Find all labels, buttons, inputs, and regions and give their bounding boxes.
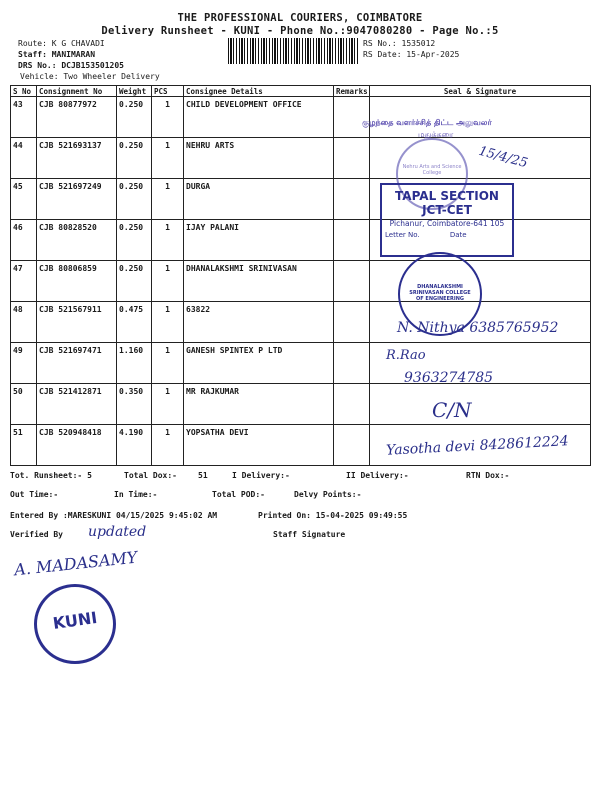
row-remarks <box>334 261 370 302</box>
row-sno: 48 <box>11 302 37 343</box>
row-remarks <box>334 220 370 261</box>
runsheet-subtitle: Delivery Runsheet - KUNI - Phone No.:9047080280 - Page No.:5 <box>101 25 499 37</box>
row-pcs: 1 <box>152 261 184 302</box>
tapal-section-stamp <box>380 183 514 257</box>
delvy-points: Delvy Points:- <box>294 490 362 499</box>
verified-note: updated <box>88 524 147 540</box>
row-consignee: IJAY PALANI <box>184 220 334 261</box>
row-signature <box>370 384 591 425</box>
row-weight: 0.250 <box>117 179 152 220</box>
row-consignee: DHANALAKSHMI SRINIVASAN <box>184 261 334 302</box>
col-weight: Weight <box>117 86 152 97</box>
row-pcs: 1 <box>152 179 184 220</box>
row-consignment: CJB 80877972 <box>37 97 117 138</box>
row-consignment: CJB 521693137 <box>37 138 117 179</box>
total-dox-label: Total Dox:- <box>124 471 177 480</box>
rs-date-label: RS Date: 15-Apr-2025 <box>363 50 460 59</box>
row-sno: 46 <box>11 220 37 261</box>
row-consignee: MR RAJKUMAR <box>184 384 334 425</box>
tapal-line2: JCT-CET <box>422 203 472 217</box>
table-row <box>11 261 591 302</box>
row-consignee: 63822 <box>184 302 334 343</box>
col-consignment: Consignment No <box>37 86 117 97</box>
col-seal-signature: Seal & Signature <box>370 86 591 97</box>
handwritten-sign-51: Yasotha devi 8428612224 <box>385 433 570 459</box>
kuni-stamp <box>34 584 116 664</box>
row-pcs: 1 <box>152 302 184 343</box>
row-pcs: 1 <box>152 138 184 179</box>
tapal-date-label: Date <box>449 231 467 239</box>
row-weight: 0.475 <box>117 302 152 343</box>
row-consignee: NEHRU ARTS <box>184 138 334 179</box>
entered-by: Entered By :MARESKUNI 04/15/2025 9:45:02 AM <box>10 511 218 520</box>
row-weight: 0.250 <box>117 138 152 179</box>
row-consignee: CHILD DEVELOPMENT OFFICE <box>184 97 334 138</box>
row-weight: 0.350 <box>117 384 152 425</box>
row-weight: 4.190 <box>117 425 152 466</box>
total-runsheet: Tot. Runsheet:- 5 <box>10 471 92 480</box>
vehicle-label: Vehicle: Two Wheeler Delivery <box>20 72 160 81</box>
row-remarks <box>334 138 370 179</box>
row-pcs: 1 <box>152 220 184 261</box>
rtn-dox: RTN Dox:- <box>466 471 510 480</box>
company-title: THE PROFESSIONAL COURIERS, COIMBATORE <box>177 12 423 24</box>
handwritten-sign-49: R.Rao <box>386 348 426 363</box>
staff-signature-label: Staff Signature <box>273 530 346 539</box>
row-remarks <box>334 97 370 138</box>
row-pcs: 1 <box>152 425 184 466</box>
row-pcs: 1 <box>152 343 184 384</box>
row-consignee: DURGA <box>184 179 334 220</box>
in-time: In Time:- <box>114 490 158 499</box>
col-pcs: PCS <box>152 86 184 97</box>
runsheet-table <box>10 85 591 466</box>
route-label: Route: K G CHAVADI <box>18 39 105 48</box>
col-sno: S No <box>11 86 37 97</box>
row-remarks <box>334 179 370 220</box>
row-signature <box>370 97 591 138</box>
verified-by: Verified By <box>10 530 63 539</box>
rs-no-label: RS No.: 1535012 <box>363 39 436 48</box>
row-weight: 0.250 <box>117 220 152 261</box>
row-consignment: CJB 521697471 <box>37 343 117 384</box>
total-pod: Total POD:- <box>212 490 265 499</box>
row-consignment: CJB 520948418 <box>37 425 117 466</box>
row-remarks <box>334 425 370 466</box>
col-consignee: Consignee Details <box>184 86 334 97</box>
table-row <box>11 97 591 138</box>
row-consignee: YOPSATHA DEVI <box>184 425 334 466</box>
drs-label: DRS No.: DCJB153501205 <box>18 61 124 70</box>
tamil-office-stamp: குழந்தை வளர்ச்சித் திட்ட அலுவலர் <box>362 118 492 127</box>
row-consignment: CJB 521412871 <box>37 384 117 425</box>
table-row <box>11 384 591 425</box>
i-delivery: I Delivery:- <box>232 471 290 480</box>
verifier-signature: A. MADASAMY <box>13 547 139 580</box>
kuni-stamp-text: KUNI <box>51 608 99 634</box>
row-weight: 0.250 <box>117 261 152 302</box>
row-consignment: CJB 80806859 <box>37 261 117 302</box>
row-sno: 44 <box>11 138 37 179</box>
row-remarks <box>334 302 370 343</box>
row-pcs: 1 <box>152 384 184 425</box>
row-consignee: GANESH SPINTEX P LTD <box>184 343 334 384</box>
row-sno: 49 <box>11 343 37 384</box>
row-consignment: CJB 521567911 <box>37 302 117 343</box>
tapal-line1: TAPAL SECTION <box>395 189 499 203</box>
row-remarks <box>334 384 370 425</box>
handwritten-phone-49: 9363274785 <box>404 370 494 386</box>
barcode <box>228 38 360 64</box>
handwritten-date-44: 15/4/25 <box>476 143 530 172</box>
nehru-seal-text: Nehru Arts and Science College <box>402 164 462 176</box>
ii-delivery: II Delivery:- <box>346 471 409 480</box>
row-consignment: CJB 521697249 <box>37 179 117 220</box>
tamil-place-stamp: மதுக்கரை <box>418 130 454 139</box>
row-sno: 43 <box>11 97 37 138</box>
row-weight: 1.160 <box>117 343 152 384</box>
row-consignment: CJB 80828520 <box>37 220 117 261</box>
table-row <box>11 343 591 384</box>
row-sno: 47 <box>11 261 37 302</box>
printed-on: Printed On: 15-04-2025 09:49:55 <box>258 511 408 520</box>
staff-label: Staff: MANIMARAN <box>18 50 96 59</box>
row-remarks <box>334 343 370 384</box>
row-sno: 51 <box>11 425 37 466</box>
row-weight: 0.250 <box>117 97 152 138</box>
tapal-letter-label: Letter No. <box>385 231 420 239</box>
out-time: Out Time:- <box>10 490 59 499</box>
college-seal-text: DHANALAKSHMI SRINIVASAN COLLEGE OF ENGINEERING <box>409 284 471 302</box>
handwritten-phone-48: N. Nithya 6385765952 <box>397 320 559 336</box>
row-sno: 50 <box>11 384 37 425</box>
total-dox-value: 51 <box>198 471 208 480</box>
handwritten-cn-50: C/N <box>432 398 472 422</box>
col-remarks: Remarks <box>334 86 370 97</box>
tapal-line3: Pichanur, Coimbatore-641 105 <box>389 219 505 228</box>
row-sno: 45 <box>11 179 37 220</box>
row-pcs: 1 <box>152 97 184 138</box>
table-header-row <box>11 86 591 97</box>
